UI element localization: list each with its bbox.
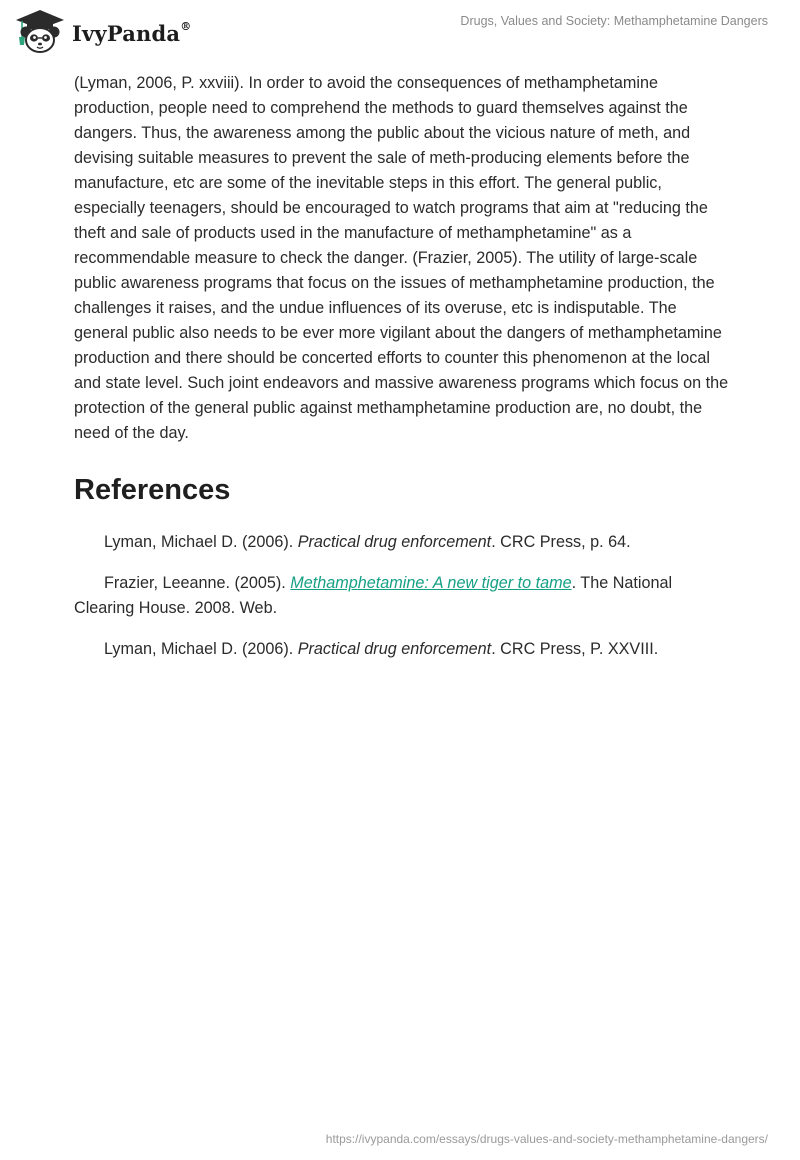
document-title: Drugs, Values and Society: Methamphetamine Dangers (460, 14, 768, 28)
registered-mark: ® (180, 19, 192, 33)
reference-item: Lyman, Michael D. (2006). Practical drug enforcement. CRC Press, p. 64. (104, 533, 631, 551)
body-paragraph: (Lyman, 2006, P. xxviii). In order to avoid the consequences of methamphetamine production, people need to comprehend the methods to guard themselves against the dangers. Thus, the awareness among the public about the vicious nature of meth, and devising suitable measures to prevent the sale of meth-producing elements before the manufacture, etc are some of the inevitable steps in this effort. The general public, especially teenagers, should be encouraged to watch programs that aim at "reducing the theft and sale of products used in the manufacture of methamphetamine" as a recommendable measure to check the danger. (Frazier, 2005). The utility of large-scale public awareness programs that focus on the issues of methamphetamine production, the challenges it raises, and the undue influences of its overuse, etc is indisputable. The general public also needs to be ever more vigilant about the dangers of methamphetamine production and there should be concerted efforts to counter this phenomenon at the local and state level. Such joint endeavors and massive awareness programs which focus on the protection of the general public against methamphetamine production are, no doubt, the need of the day. (74, 74, 729, 442)
reference-item: Lyman, Michael D. (2006). Practical drug enforcement. CRC Press, P. XXVIII. (104, 640, 659, 658)
brand-name: IvyPanda® (72, 19, 192, 46)
ivypanda-logo[interactable] (14, 7, 191, 55)
essay-content (74, 71, 734, 678)
panda-graduate-icon (14, 7, 66, 55)
reference-item: Frazier, Leeanne. (2005). Methamphetamine: A new tiger to tame. The National Clearing House. 2008. Web. (74, 574, 673, 617)
reference-title: Practical drug enforcement (297, 533, 492, 551)
page-header (0, 0, 800, 70)
source-url[interactable]: https://ivypanda.com/essays/drugs-values-and-society-methamphetamine-dangers/ (325, 1132, 768, 1146)
reference-link[interactable]: Methamphetamine: A new tiger to tame (290, 574, 572, 592)
references-list (74, 530, 734, 662)
references-heading: References (74, 474, 231, 506)
reference-title: Practical drug enforcement (297, 640, 492, 658)
